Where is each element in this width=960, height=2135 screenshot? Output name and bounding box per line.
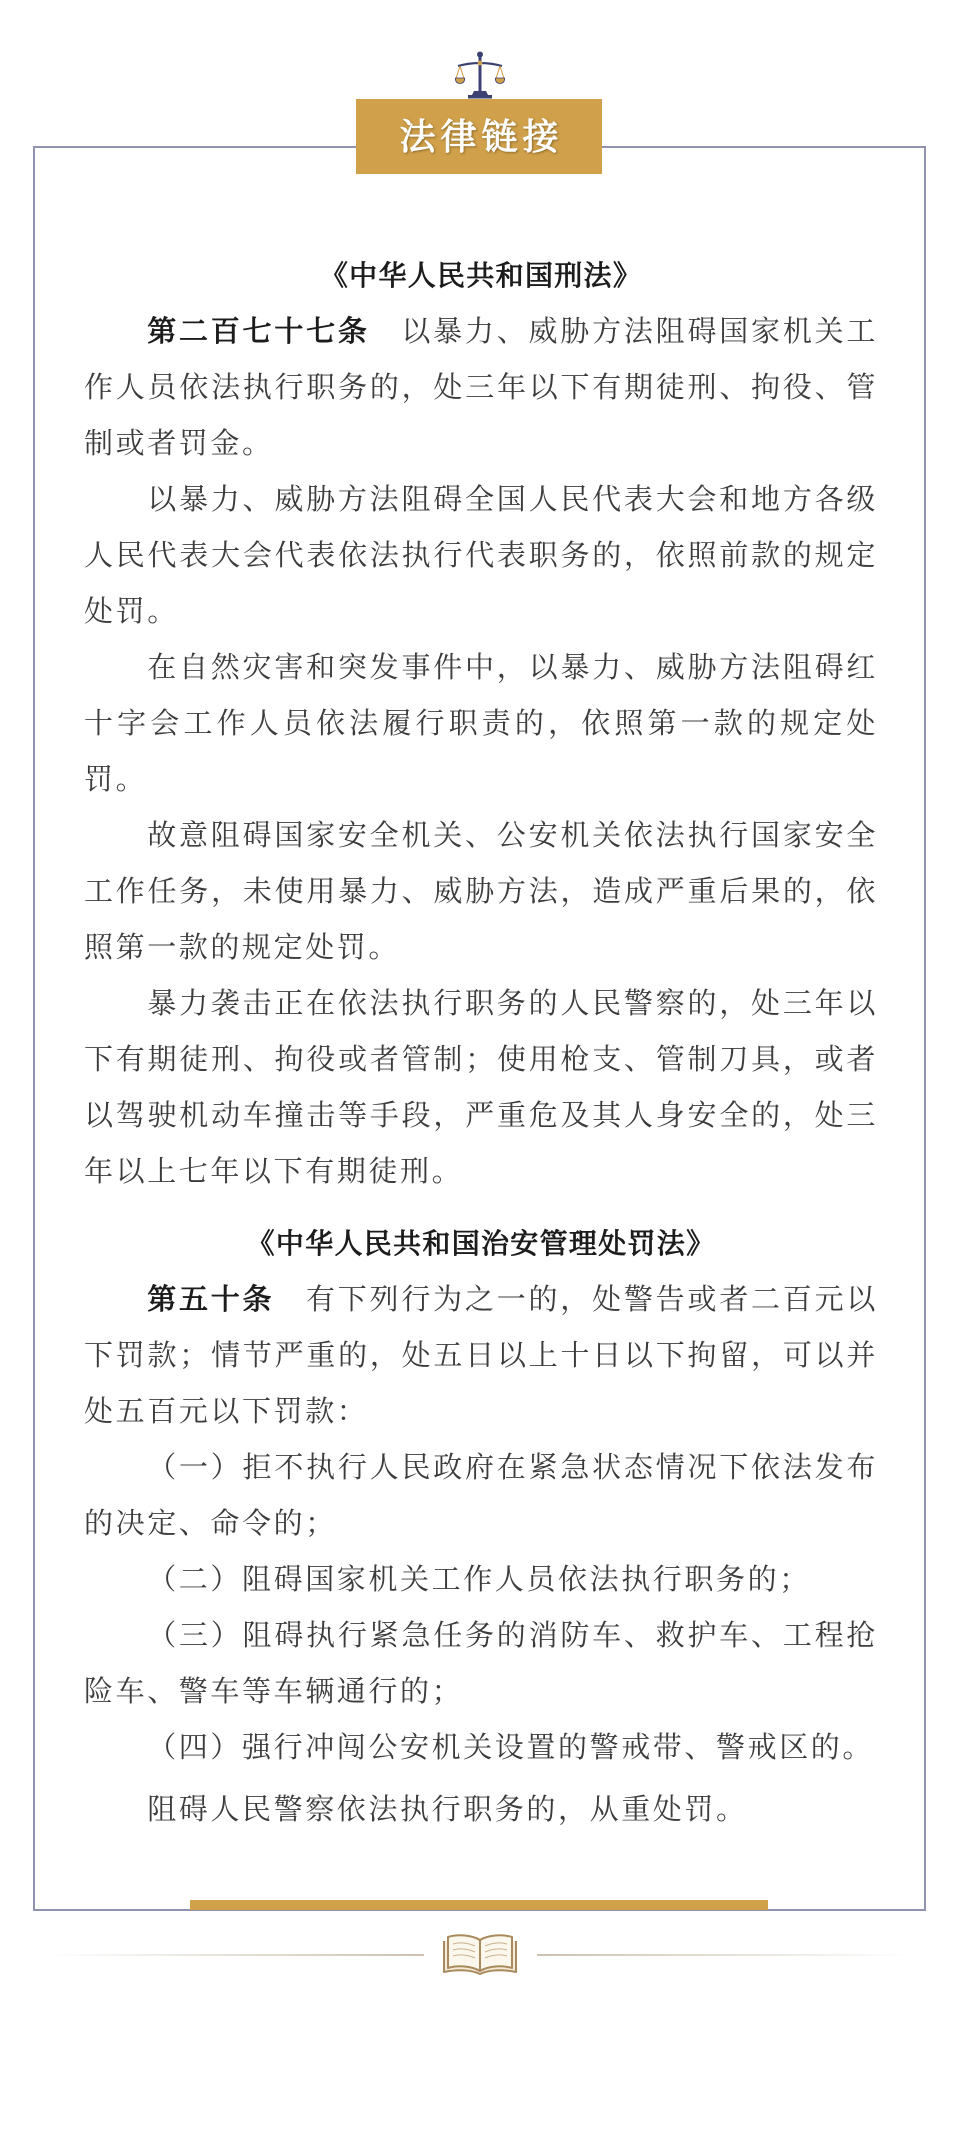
clause-text: （三）阻碍执行紧急任务的消防车、救护车、工程抢险车、警车等车辆通行的；: [84, 1620, 878, 1708]
law-paragraph: [84, 640, 878, 808]
paragraph-text: 有下列行为之一的，处警告或者二百元以下罚款；情节严重的，处五日以上十日以下拘留，可以并处五百元以下罚款：: [84, 1284, 878, 1428]
open-book-icon: [442, 1932, 518, 1976]
scales-of-justice-icon: [455, 51, 505, 99]
clause-text: （二）阻碍国家机关工作人员依法执行职务的；: [147, 1564, 811, 1596]
divider-line-right: [537, 1954, 911, 1956]
article-number: 第五十条: [147, 1284, 275, 1316]
law-paragraph: [84, 808, 878, 976]
law-content: [84, 248, 878, 1838]
paragraph-text: 以暴力、威胁方法阻碍全国人民代表大会和地方各级人民代表大会代表依法执行代表职务的，依照前款的规定处罚。: [84, 484, 878, 628]
paragraph-text: 在自然灾害和突发事件中，以暴力、威胁方法阻碍红十字会工作人员依法履行职责的，依照第一款的规定处罚。: [84, 652, 878, 796]
law-clause: [84, 1440, 878, 1552]
article-number: 第二百七十七条: [147, 316, 370, 348]
clause-text: （一）拒不执行人民政府在紧急状态情况下依法发布的决定、命令的；: [84, 1452, 878, 1540]
section-title: 《中华人民共和国刑法》: [319, 260, 643, 291]
law-clause: [84, 1608, 878, 1720]
page-title: 法律链接: [399, 115, 564, 157]
paragraph-text: 故意阻碍国家安全机关、公安机关依法执行国家安全工作任务，未使用暴力、威胁方法，造成严重后果的，依照第一款的规定处罚。: [84, 820, 878, 964]
law-paragraph: [84, 1272, 878, 1440]
public-security-law-section: [84, 1216, 878, 1838]
paragraph-text: 阻碍人民警察依法执行职务的，从重处罚。: [147, 1794, 748, 1826]
law-clause: [84, 1720, 878, 1776]
section-title: 《中华人民共和国治安管理处罚法》: [246, 1228, 716, 1259]
criminal-law-section: [84, 248, 878, 1200]
law-clause: [84, 1552, 878, 1608]
law-paragraph: [84, 976, 878, 1200]
clause-text: （四）强行冲闯公安机关设置的警戒带、警戒区的。: [147, 1732, 874, 1764]
law-paragraph: [84, 472, 878, 640]
law-paragraph: [84, 1782, 878, 1838]
law-paragraph: [84, 304, 878, 472]
paragraph-text: 以暴力、威胁方法阻碍国家机关工作人员依法执行职务的，处三年以下有期徒刑、拘役、管制或者罚金。: [84, 316, 878, 460]
bottom-accent-bar: [190, 1900, 768, 1910]
divider-line-left: [48, 1954, 424, 1956]
paragraph-text: 暴力袭击正在依法执行职务的人民警察的，处三年以下有期徒刑、拘役或者管制；使用枪支、管制刀具，或者以驾驶机动车撞击等手段，严重危及其人身安全的，处三年以上七年以下有期徒刑。: [84, 988, 878, 1188]
title-banner: [356, 99, 602, 174]
